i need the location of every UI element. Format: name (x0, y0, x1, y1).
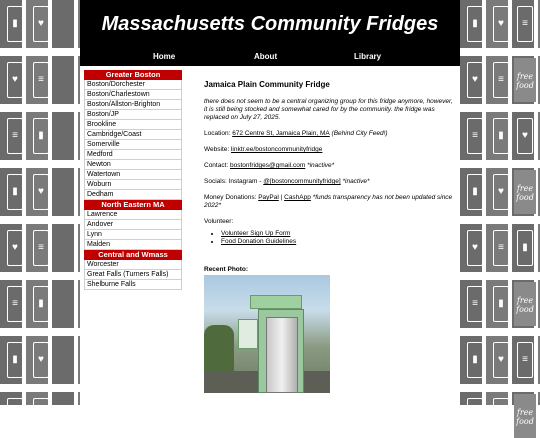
heart-icon (464, 394, 486, 438)
left-pattern-background (0, 0, 80, 421)
fridge-glyph: ▮ (38, 298, 44, 309)
sidebar-location-link[interactable]: Great Falls (Turners Falls) (84, 270, 182, 280)
fridge-glyph: ♥ (472, 74, 478, 85)
sidebar-location-link[interactable]: Woburn (84, 180, 182, 190)
sidebar-location-link[interactable]: Watertown (84, 170, 182, 180)
fridge-icon (490, 114, 512, 158)
fridge-icon (30, 114, 52, 158)
photo-fridge (266, 317, 298, 393)
money-label: Money Donations: (204, 194, 259, 201)
fridge-glyph: ♥ (38, 18, 44, 29)
main-nav (80, 52, 460, 66)
heart-icon (464, 58, 486, 102)
fridge-icon (490, 282, 512, 326)
recent-fridge-photo (204, 275, 330, 393)
fridge-glyph: ▮ (472, 354, 478, 365)
food-donation-guidelines-link[interactable]: Food Donation Guidelines (221, 238, 297, 245)
paypal-link[interactable]: PayPal (258, 194, 279, 201)
fridge-glyph: ≡ (38, 410, 44, 421)
location-link[interactable]: 672 Centre St, Jamaica Plain, MA (232, 130, 330, 137)
bottles-icon (4, 114, 26, 158)
sidebar-section-heading: Central and Wmass (84, 250, 182, 260)
sidebar-location-link[interactable]: Boston/Allston-Brighton (84, 100, 182, 110)
sidebar-location-link[interactable]: Boston/Dorchester (84, 80, 182, 90)
contact-label: Contact: (204, 162, 231, 169)
heart-icon (30, 170, 52, 214)
fridge-glyph: ≡ (522, 18, 528, 29)
fridge-glyph: ≡ (498, 410, 504, 421)
location-label: Location: (204, 130, 233, 137)
heart-icon (30, 2, 52, 46)
fridge-location-sidebar (84, 70, 182, 290)
website-line (204, 146, 456, 154)
fridge-glyph: ♥ (498, 18, 504, 29)
sidebar-location-link[interactable]: Lynn (84, 230, 182, 240)
money-separator: | (278, 194, 285, 201)
fridge-glyph: ♥ (498, 354, 504, 365)
instagram-link[interactable]: @[bostoncommunityfridge] (263, 178, 341, 185)
heart-icon (4, 226, 26, 270)
heart-icon (4, 394, 26, 438)
photo-shelter-roof (250, 295, 302, 309)
fridge-glyph: ▮ (472, 186, 478, 197)
main-content (204, 80, 456, 393)
sidebar-location-link[interactable]: Boston/JP (84, 110, 182, 120)
free-food-tile: free food (514, 58, 536, 102)
fridge-glyph: ▮ (12, 186, 18, 197)
fridge-glyph: ♥ (12, 242, 18, 253)
bottles-icon (514, 2, 536, 46)
sidebar-location-link[interactable]: Malden (84, 240, 182, 250)
bottles-icon (30, 58, 52, 102)
fridge-glyph: ≡ (498, 74, 504, 85)
fridge-glyph: ▮ (498, 130, 504, 141)
heart-icon (490, 2, 512, 46)
list-item (221, 238, 456, 246)
page-title: Jamaica Plain Community Fridge (204, 80, 330, 89)
fridge-glyph: ≡ (38, 74, 44, 85)
sidebar-location-link[interactable]: Medford (84, 150, 182, 160)
fridge-icon (4, 338, 26, 382)
fridge-glyph: ≡ (498, 242, 504, 253)
fridge-glyph: ≡ (472, 298, 478, 309)
fridge-icon (4, 170, 26, 214)
sidebar-location-link[interactable]: Newton (84, 160, 182, 170)
bottles-icon (490, 226, 512, 270)
fridge-glyph: ≡ (522, 354, 528, 365)
sidebar-section-heading: North Eastern MA (84, 200, 182, 210)
heart-icon (490, 338, 512, 382)
fridge-glyph: ≡ (38, 242, 44, 253)
sidebar-location-link[interactable]: Shelburne Falls (84, 280, 182, 290)
fridge-glyph: ▮ (472, 18, 478, 29)
free-food-tile: free food (514, 282, 536, 326)
sidebar-section-heading: Greater Boston (84, 70, 182, 80)
photo-heading: Recent Photo: (204, 266, 249, 273)
free-food-tile: free food (514, 170, 536, 214)
fridge-glyph: ▮ (12, 354, 18, 365)
socials-label: Socials: Instagram - (204, 178, 264, 185)
volunteer-list (221, 230, 456, 246)
sidebar-location-link[interactable]: Brookline (84, 120, 182, 130)
bottles-icon (4, 282, 26, 326)
heart-icon (30, 338, 52, 382)
nav-about-link[interactable]: About (254, 52, 278, 61)
fridge-glyph: ▮ (12, 18, 18, 29)
contact-line (204, 162, 456, 170)
heart-icon (4, 58, 26, 102)
fridge-glyph: ▮ (38, 130, 44, 141)
volunteer-signup-link[interactable]: Volunteer Sign Up Form (221, 230, 291, 237)
fridge-glyph: ♥ (522, 130, 528, 141)
fridge-glyph: ▮ (522, 242, 528, 253)
cashapp-link[interactable]: CashApp (284, 194, 311, 201)
fridge-glyph: ♥ (38, 354, 44, 365)
bottles-icon (30, 394, 52, 438)
fridge-icon (464, 338, 486, 382)
fridge-glyph: ♥ (472, 242, 478, 253)
location-note: (Behind City Feed!) (329, 130, 388, 137)
fridge-glyph: ≡ (12, 130, 18, 141)
socials-note: *inactive* (340, 178, 370, 185)
bottles-icon (464, 114, 486, 158)
nav-home-link[interactable]: Home (153, 52, 176, 61)
sidebar-location-link[interactable]: Andover (84, 220, 182, 230)
fridge-glyph: ≡ (12, 298, 18, 309)
heart-icon (464, 226, 486, 270)
fridge-icon (514, 226, 536, 270)
money-note: *funds transparency has not been updated since 2022* (204, 194, 453, 209)
fridge-glyph: ♥ (12, 410, 18, 421)
fridge-icon (464, 170, 486, 214)
fridge-glyph: ≡ (472, 130, 478, 141)
right-pattern-background (460, 0, 540, 426)
sidebar-location-link[interactable]: Worcester (84, 260, 182, 270)
photo-sign (238, 319, 258, 349)
volunteer-label: Volunteer: (204, 218, 234, 225)
site-title: Massachusetts Community Fridges (101, 13, 439, 35)
contact-email-link[interactable]: bostonfridges@gmail.com (230, 162, 306, 169)
socials-line (204, 178, 456, 186)
fridge-icon (4, 2, 26, 46)
fridge-icon (30, 282, 52, 326)
sidebar-location-link[interactable]: Boston/Charlestown (84, 90, 182, 100)
sidebar-location-link[interactable]: Somerville (84, 140, 182, 150)
bottles-icon (490, 58, 512, 102)
nav-library-link[interactable]: Library (354, 52, 382, 61)
website-label: Website: (204, 146, 231, 153)
money-line (204, 194, 456, 210)
fridge-glyph: ♥ (12, 74, 18, 85)
free-food-tile: free food (514, 394, 536, 438)
contact-note: *inactive* (305, 162, 335, 169)
fridge-icon (464, 2, 486, 46)
website-link[interactable]: linktr.ee/bostoncommunityfridge (230, 146, 323, 153)
sidebar-location-link[interactable]: Lawrence (84, 210, 182, 220)
fridge-glyph: ♥ (38, 186, 44, 197)
sidebar-location-link[interactable]: Dedham (84, 190, 182, 200)
fridge-glyph: ♥ (472, 410, 478, 421)
fridge-glyph: ▮ (498, 298, 504, 309)
bottles-icon (30, 226, 52, 270)
bottles-icon (514, 338, 536, 382)
bottles-icon (490, 394, 512, 438)
site-header (80, 0, 460, 66)
sidebar-location-link[interactable]: Cambridge/Coast (84, 130, 182, 140)
bottles-icon (464, 282, 486, 326)
heart-icon (490, 170, 512, 214)
location-line (204, 130, 456, 138)
list-item (221, 230, 456, 238)
heart-icon (514, 114, 536, 158)
intro-text: there does not seem to be a central organizing group for this fridge anymore, however, it is still being stocked and somewhat cared for by the community. the fridge was replaced on July 27, 2025. (204, 98, 453, 121)
fridge-glyph: ♥ (498, 186, 504, 197)
